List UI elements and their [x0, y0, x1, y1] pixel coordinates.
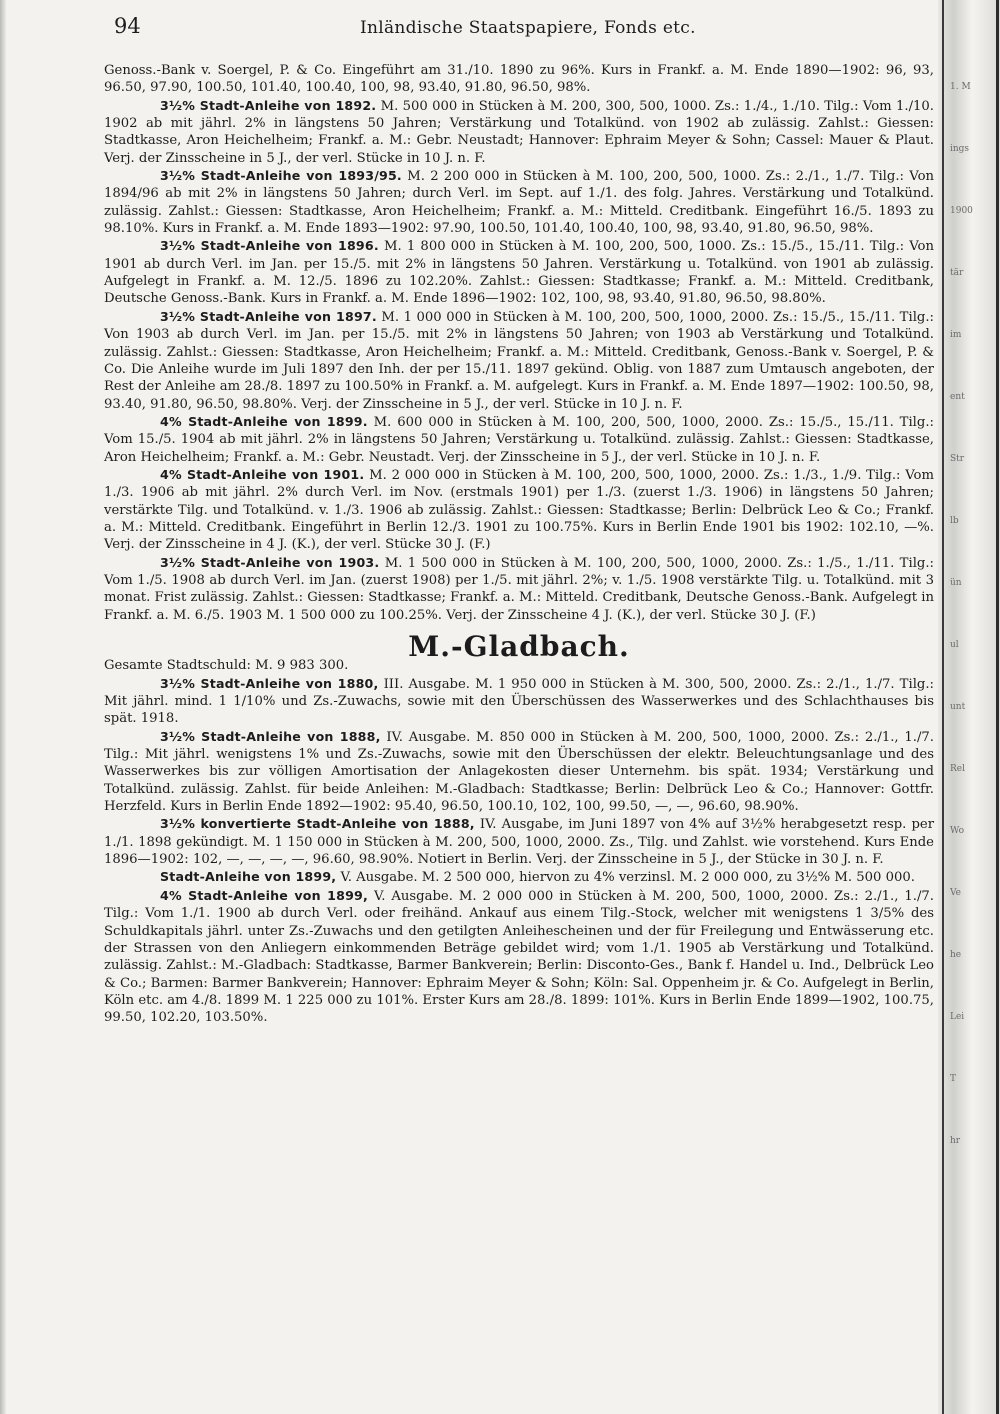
bond-entry-text: IV. Ausgabe. M. 850 000 in Stücken à M. 200, 500, 1000, 2000. Zs.: 2./1., 1./7. Tilg.: Mit jährl. wenigstens 1% und Zs.-Zuwachs, sowie mit den Überschüssen der elektr. Beleuchtungsanlage und des Wasserwerkes bis zur völligen Amortisation der Anlagekosten dieser Unternehm. bis spät. 1934; Verstärkung und Totalkünd. zulässig. Zahlst. für beide Anleihen: M.-Gladbach: Stadtkasse; Berlin: Delbrück Leo & Co.; Hannover: Gottfr. Herzfeld. Kurs in Berlin Ende 1892—1902: 95.40, 96.50, 100.10, 102, 100, 99.50, —, —, 96.60, 98.90%.	[104, 729, 934, 815]
bond-entry-text: M. 2 000 000 in Stücken à M. 100, 200, 500, 1000, 2000. Zs.: 1./3., 1./9. Tilg.: Vom 1./3. 1906 ab mit jährl. 2% durch Verl. im Nov. (erstmals 1901) per 1./3. (zuerst 1./3. 1906) in längstens 50 Jahren; verstärkte Tilg. und Totalkünd. v. 1./3. 1906 ab zulässig. Zahlst.: Giessen: Stadtkasse; Berlin: Delbrück Leo & Co.; Frankf. a. M.: Mitteld. Creditbank. Eingeführt in Berlin 12./3. 1901 zu 100.75%. Kurs in Berlin Ende 1901 bis 1902: 102.10, —%. Verj. der Zinsscheine in 4 J. (K.), der verl. Stücke 30 J. (F.)	[104, 467, 934, 553]
bond-entry	[104, 167, 934, 237]
bleed-fragment: Str	[950, 454, 965, 464]
bond-entry-text: III. Ausgabe. M. 1 950 000 in Stücken à M. 300, 500, 2000. Zs.: 2./1., 1./7. Tilg.: Mit jährl. mind. 1 1/10% und Zs.-Zuwachs, sowie mit den Überschüssen des Wasserwerkes und des Schlachthauses bis spät. 1918.	[104, 676, 934, 727]
page-edge-line	[996, 0, 999, 1414]
bond-entry	[104, 466, 934, 554]
bleed-fragment: 1900	[950, 206, 973, 216]
bond-entry-heading: Stadt-Anleihe von 1899,	[160, 869, 337, 885]
bond-entry	[104, 554, 934, 624]
bond-entry-heading: 4% Stadt-Anleihe von 1901.	[160, 466, 365, 482]
bond-entry-text: M. 1 000 000 in Stücken à M. 100, 200, 500, 1000, 2000. Zs.: 15./5., 15./11. Tilg.: Von 1903 ab durch Verl. im Jan. per 15./5. mit 2% in längstens 50 Jahren; von 1903 ab Verstärkung und Totalkünd. zulässig. Zahlst.: Giessen: Stadtkasse, Aron Heichelheim; Frankf. a. M.: Mitteld. Creditbank, Genoss.-Bank v. Soergel, P. & Co. Die Anleihe wurde im Juli 1897 den Inh. der per 15./11. 1897 gekünd. Oblig. von 1887 zum Umtausch angeboten, der Rest der Anleihe am 28./8. 1897 zu 100.50% in Frankf. a. M. aufgelegt. Kurs in Frankf. a. M. Ende 1897—1902: 100.50, 98, 93.40, 91.80, 96.50, 98.80%. Verj. der Zinsscheine in 5 J., der verl. Stücke in 10 J. n. F.	[104, 309, 934, 412]
bleed-fragment: tär	[950, 268, 964, 278]
bleed-fragment: Wo	[950, 826, 965, 836]
bond-entry-heading: 4% Stadt-Anleihe von 1899,	[160, 887, 369, 903]
bond-entry	[104, 237, 934, 307]
bond-entry	[104, 97, 934, 167]
bond-entry	[104, 308, 934, 413]
page-number: 94	[114, 14, 141, 38]
bleed-fragment: hr	[950, 1136, 961, 1146]
bond-entry	[104, 887, 934, 1027]
bleed-fragment: im	[950, 330, 962, 340]
city-heading: M.-Gladbach.	[408, 630, 630, 663]
bleed-fragment: ün	[950, 578, 962, 588]
bond-entry-heading: 3½% konvertierte Stadt-Anleihe von 1888,	[160, 816, 475, 832]
bleed-fragment: he	[950, 950, 962, 960]
bond-entry-heading: 3½% Stadt-Anleihe von 1880,	[160, 675, 379, 691]
bleed-fragment: Ve	[950, 888, 961, 898]
bond-entry	[104, 413, 934, 466]
bond-entry-heading: 3½% Stadt-Anleihe von 1892.	[160, 97, 377, 113]
text-column	[104, 62, 934, 1027]
bond-entry-heading: 3½% Stadt-Anleihe von 1897.	[160, 308, 377, 324]
gutter-line	[942, 0, 944, 1414]
bond-entry	[104, 728, 934, 816]
city-total-debt: Gesamte Stadtschuld: M. 9 983 300.	[104, 658, 349, 674]
bleed-fragment: ul	[950, 640, 959, 650]
bond-entry-heading: 3½% Stadt-Anleihe von 1888,	[160, 728, 381, 744]
bond-entry-text: V. Ausgabe. M. 2 000 000 in Stücken à M. 200, 500, 1000, 2000. Zs.: 2./1., 1./7. Tilg.: Vom 1./1. 1900 ab durch Verl. oder freihänd. Ankauf aus einem Tilg.-Stock, welcher mit wenigstens 1 3/5% des Schuldkapitals jährl. unter Zs.-Zuwachs und den getilgten Anleihescheinen und der für Freilegung und Entwässerung etc. der Strassen von den Anliegern einkommenden Beträge gebildet wird; vom 1./1. 1905 ab Verstärkung und Totalkünd. zulässig. Zahlst.: M.-Gladbach: Stadtkasse, Barmer Bankverein; Berlin: Disconto-Ges., Bank f. Handel u. Ind., Delbrück Leo & Co.; Barmen: Barmer Bankverein; Hannover: Ephraim Meyer & Sohn; Köln: Sal. Oppenheim jr. & Co. Aufgelegt in Berlin, Köln etc. am 4./8. 1899 M. 1 225 000 zu 101%. Erster Kurs am 28./8. 1899: 101%. Kurs in Berlin Ende 1899—1902, 100.75, 99.50, 102.20, 103.50%.	[104, 888, 934, 1026]
bond-entry-heading: 3½% Stadt-Anleihe von 1903.	[160, 554, 380, 570]
bleed-fragment: 1. M	[950, 82, 971, 92]
running-header: Inländische Staatspapiere, Fonds etc.	[360, 18, 696, 38]
bond-entry	[104, 675, 934, 728]
bleed-fragment: T	[950, 1074, 957, 1084]
bond-entry-text: M. 2 200 000 in Stücken à M. 100, 200, 500, 1000. Zs.: 2./1., 1./7. Tilg.: Von 1894/96 ab mit 2% in längstens 50 Jahren; durch Verl. im Sept. auf 1./1. des folg. Jahres. Verstärkung und Totalkünd. zulässig. Zahlst.: Giessen: Stadtkasse, Aron Heichelheim; Frankf. a. M.: Mitteld. Creditbank. Eingeführt 16./5. 1893 zu 98.10%. Kurs in Frankf. a. M. Ende 1893—1902: 97.90, 100.50, 101.40, 100.40, 100, 98, 93.40, 91.80, 96.50, 98%.	[104, 169, 935, 237]
bond-entry-text: M. 600 000 in Stücken à M. 100, 200, 500, 1000, 2000. Zs.: 15./5., 15./11. Tilg.: Vom 15./5. 1904 ab mit jährl. 2% in längstens 50 Jahren; Verstärkung u. Totalkünd. zulässig. Zahlst.: Giessen: Stadtkasse, Aron Heichelheim; Frankf. a. M.: Gebr. Neustadt. Verj. der Zinsscheine in 5 J., der verl. Stücke in 10 J. n. F.	[104, 414, 934, 465]
bond-entry-text: IV. Ausgabe, im Juni 1897 von 4% auf 3½% herabgesetzt resp. per 1./1. 1898 gekündigt. M. 1 150 000 in Stücken à M. 200, 500, 1000, 2000. Zs., Tilg. und Zahlst. wie vorstehend. Kurs Ende 1896—1902: 102, —, —, —, —, 96.60, 98.90%. Notiert in Berlin. Verj. der Zinsscheine in 5 J., der Stücke in 30 J. n. F.	[104, 817, 934, 868]
bond-entry-heading: 3½% Stadt-Anleihe von 1896.	[160, 238, 379, 254]
bleed-fragment: ings	[950, 144, 970, 154]
bond-entry-text: M. 1 500 000 in Stücken à M. 100, 200, 500, 1000, 2000. Zs.: 1./5., 1./11. Tilg.: Vom 1./5. 1908 ab durch Verl. im Jan. (zuerst 1908) per 1./5. mit jährl. 2%; v. 1./5. 1908 verstärkte Tilg. u. Totalkünd. mit 3 monat. Frist zulässig. Zahlst.: Giessen: Stadtkasse; Frankf. a. M.: Mitteld. Creditbank, Deutsche Genoss.-Bank. Aufgelegt in Frankf. a. M. 6./5. 1903 M. 1 500 000 zu 100.25%. Verj. der Zinsscheine 4 J. (K.), der verl. Stücke 30 J. (F.)	[104, 555, 934, 623]
continuation-paragraph: Genoss.-Bank v. Soergel, P. & Co. Eingeführt am 31./10. 1890 zu 96%. Kurs in Frankf. a. M. Ende 1890—1902: 96, 93, 96.50, 97.90, 100.50, 101.40, 100.40, 100, 98, 93.40, 91.80, 96.50, 98%.	[104, 63, 934, 96]
bleed-fragment: unt	[950, 702, 966, 712]
bleed-fragment: lb	[950, 516, 959, 526]
bond-entry	[104, 815, 934, 868]
bleed-fragment: Rel	[950, 764, 965, 774]
bond-entry-heading: 3½% Stadt-Anleihe von 1893/95.	[160, 168, 402, 184]
bond-entry-text: V. Ausgabe. M. 2 500 000, hiervon zu 4% verzinsl. M. 2 000 000, zu 3½% M. 500 000.	[336, 870, 915, 886]
page-left-edge	[0, 0, 6, 1414]
bleed-fragment: ent	[950, 392, 965, 402]
bond-entry	[104, 868, 934, 886]
bond-entry-text: M. 500 000 in Stücken à M. 200, 300, 500, 1000. Zs.: 1./4., 1./10. Tilg.: Vom 1./10. 1902 ab mit jährl. 2% in längstens 50 Jahren; Verstärkung und Totalkünd. von 1902 ab zulässig. Zahlst.: Giessen: Stadtkasse, Aron Heichelheim; Frankf. a. M.: Gebr. Neustadt; Hannover: Ephraim Meyer & Sohn; Cassel: Mauer & Plaut. Verj. der Zinsscheine in 5 J., der verl. Stücke in 10 J. n. F.	[104, 98, 934, 166]
bleed-fragment: Lei	[950, 1012, 965, 1022]
bond-entry-text: M. 1 800 000 in Stücken à M. 100, 200, 500, 1000. Zs.: 15./5., 15./11. Tilg.: Von 1901 ab durch Verl. im Jan. per 15./5. mit 2% in längstens 50 Jahren. Verstärkung u. Totalkünd. von 1901 ab zulässig. Aufgelegt in Frankf. a. M. 12./5. 1896 zu 102.20%. Zahlst.: Giessen: Stadtkasse; Frankf. a. M.: Mitteld. Creditbank, Deutsche Genoss.-Bank. Kurs in Frankf. a. M. Ende 1896—1902: 102, 100, 98, 93.40, 91.80, 96.50, 98.80%.	[104, 239, 934, 307]
bond-entry-heading: 4% Stadt-Anleihe von 1899.	[160, 413, 368, 429]
